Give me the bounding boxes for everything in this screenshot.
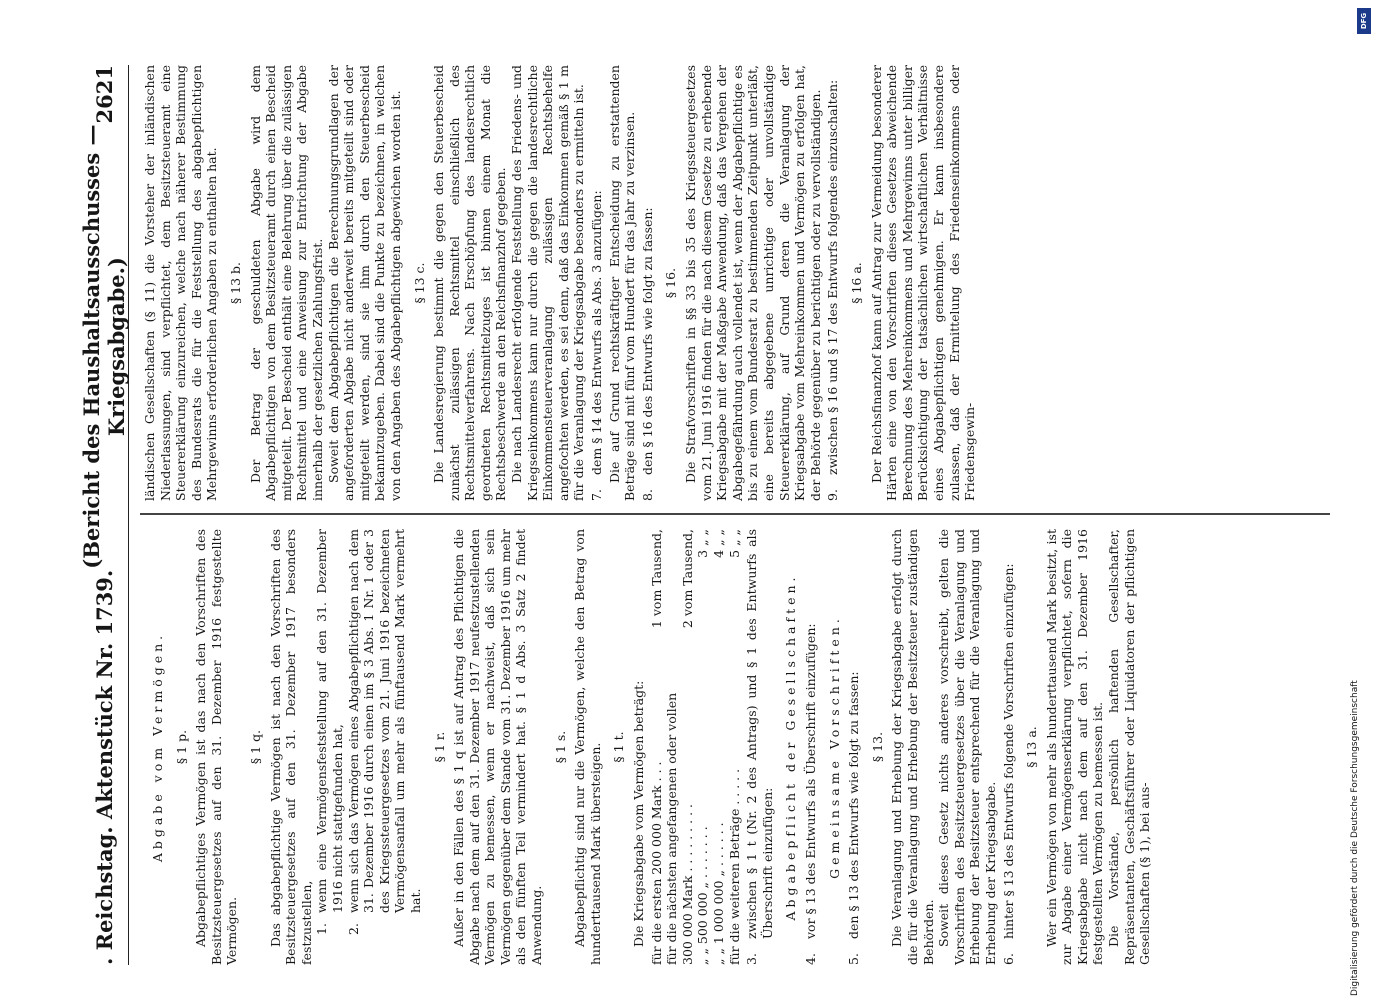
paragraph-text: Abgabepflichtiges Vermögen ist das nach den Vorschriften des Besitzsteuergesetzes auf den 31. Dezember 1916 festgestellte Vermögen. bbox=[193, 529, 240, 965]
list-number: 6. bbox=[1000, 953, 1016, 965]
rate-value: 3 „ „ bbox=[695, 529, 711, 558]
header-left: . Reichstag. Aktenstück Nr. 1739. bbox=[91, 569, 117, 965]
list-item bbox=[589, 65, 605, 501]
digitization-note-text: Digitalisierung gefördert durch die Deutsche Forschungsgemeinschaft bbox=[1350, 680, 1360, 996]
paragraph-text: ländischen Gesellschaften (§ 11) die Vorsteher der inländischen Niederlassungen, sind verpflichtet, dem Besitzsteueramt eine Steuererklärung einzureichen, welche nach näherer Bestimmung des Bundesrats die für die Feststellung des abgabepflichtigen Mehrgewinns erforderlichen Angaben zu enthalten hat. bbox=[142, 65, 220, 501]
list-text: wenn eine Vermögensfeststellung auf den 31. Dezember 1916 nicht stattgefunden hat, bbox=[314, 529, 345, 913]
rate-value: 2 vom Tausend, bbox=[679, 529, 695, 629]
paragraph-text: Die Vorstände, persönlich haftenden Gesellschafter, Repräsentanten, Geschäftsführer oder Liquidatoren der pflichtigen Gesellschaften (§ 1), bei aus- bbox=[1106, 529, 1153, 965]
list-number: 5. bbox=[846, 953, 862, 965]
paragraph-heading: § 13 c. bbox=[411, 262, 427, 304]
section-title-abgabe: Abgabe vom Vermögen. bbox=[150, 631, 165, 863]
paragraph-heading: § 1 t. bbox=[611, 731, 627, 763]
table-row bbox=[727, 529, 743, 965]
paragraph-text: Wer ein Vermögen von mehr als hunderttausend Mark besitzt, ist zur Abgabe einer Vermögenserklärung verpflichtet, sofern die Kriegsabgabe nicht nach dem auf den 31. Dezember 1916 festgestellten Vermögen zu bemessen ist. bbox=[1043, 529, 1106, 965]
rate-table bbox=[649, 529, 743, 965]
list-text: den § 16 des Entwurfs wie folgt zu fassen: bbox=[639, 207, 655, 475]
list-number: 1. bbox=[314, 923, 330, 935]
table-row bbox=[649, 529, 665, 965]
list-text: zwischen § 1 t (Nr. 2 des Antrags) und § 1 des Entwurfs als Überschrift einzufügen: bbox=[744, 529, 775, 939]
paragraph-text: Soweit dem Abgabepflichtigen die Berechnungsgrundlagen der angeforderten Abgabe nicht anderweit bereits mitgeteilt sind oder mitgeteilt werden, sind sie ihm durch den Steuerbescheid bekanntzugeben. Dabei sind die Punkte zu bezeichnen, in welchen von den Angaben des Abgabepflichtigen abgewichen worden ist. bbox=[325, 65, 403, 501]
paragraph-text: Die Kriegsabgabe vom Vermögen beträgt: bbox=[631, 680, 647, 947]
table-row bbox=[711, 529, 727, 965]
rate-value: 1 vom Tausend, bbox=[648, 529, 664, 629]
list-item bbox=[1001, 529, 1017, 965]
list-number: 2. bbox=[345, 923, 361, 935]
rate-amount: für die nächsten angefangenen oder vollen bbox=[664, 692, 680, 965]
paragraph-text: Außer in den Fällen des § 1 q ist auf Antrag des Pflichtigen die Abgabe nach dem auf den 31. Dezember 1917 neufestzustellenden Vermögen zu bemessen, wenn er nachweist, daß sich sein Vermögen gegenüber dem Stande vom 31. Dezember 1916 um mehr als den fünften Teil vermindert hat. § 1 d Abs. 3 Satz 2 findet Anwendung. bbox=[451, 529, 545, 965]
paragraph-text: Der Betrag der geschuldeten Abgabe wird dem Abgabepflichtigen von dem Besitzsteueramt durch einen Bescheid mitgeteilt. Der Bescheid enthält eine Belehrung über die zulässigen Rechtsmittel und eine Anweisung zur Entrichtung der Abgabe innerhalb der gesetzlichen Zahlungsfrist. bbox=[247, 65, 325, 501]
list-text: hinter § 13 des Entwurfs folgende Vorschriften einzufügen: bbox=[1000, 563, 1016, 939]
list-text: den § 13 des Entwurfs wie folgt zu fassen: bbox=[846, 671, 862, 939]
paragraph-text: Der Reichsfinanzhof kann auf Antrag zur Vermeidung besonderer Härten eine von den Vorschriften dieses Gesetzes abweichende Berechnung des Mehreinkommens und Mehrgewinns unter billiger Berücksichtigung der tatsächlichen wirtschaftlichen Verhältnisse eines Abgabepflichtigen genehmigen. Er kann insbesondere zulassen, daß der Ermittelung des Friedenseinkommens oder Friedensgewin- bbox=[868, 65, 978, 501]
dfg-logo-text: DFG bbox=[1360, 12, 1368, 30]
paragraph-heading: § 13. bbox=[869, 731, 885, 763]
paragraph-text: Die Landesregierung bestimmt die gegen den Steuerbescheid zunächst zulässigen Rechtsmittel einschließlich des Rechtsmittelverfahrens. Nach Erschöpfung des landesrechtlich geordneten Rechtsmittelzuges ist binnen einem Monat die Rechtsbeschwerde an den Reichsfinanzhof gegeben. bbox=[431, 65, 509, 501]
list-item bbox=[846, 529, 862, 965]
paragraph-heading: § 1 r. bbox=[431, 731, 447, 763]
left-column bbox=[142, 529, 1153, 965]
column-divider bbox=[140, 514, 1330, 516]
paragraph-text: Die nach Landesrecht erfolgende Feststellung des Friedens- und Kriegseinkommens kann nur durch die gegen die landesrechtliche Einkommensteuerveranlagung zulässigen Rechtsbehelfe angefochten werden, es sei denn, daß das Einkommen gemäß § 1 m für die Veranlagung der Kriegsabgabe besonders zu ermitteln ist. bbox=[509, 65, 587, 501]
rate-amount: für die weiteren Beträge . . . . . bbox=[726, 768, 742, 965]
list-number: 4. bbox=[802, 953, 818, 965]
paragraph-heading: § 13 a. bbox=[1024, 726, 1040, 768]
page-number: 2621 bbox=[91, 65, 117, 124]
list-item bbox=[744, 529, 775, 965]
header-title: (Bericht des Haushaltsausschusses — Kriegsabgabe.) bbox=[79, 124, 129, 569]
paragraph-text: Soweit dieses Gesetz nichts anderes vorschreibt, gelten die Vorschriften des Besitzsteuergesetzes über die Veranlagung und Erhebung der Besitzsteuer entsprechend für die Veranlagung und Erhebung der Kriegsabgabe. bbox=[936, 529, 998, 965]
list-text: vor § 13 des Entwurfs als Überschrift einzufügen: bbox=[802, 623, 818, 939]
list-text: zwischen § 16 und § 17 des Entwurfs folgendes einzuschalten: bbox=[825, 79, 841, 475]
paragraph-text: Abgabepflichtig sind nur die Vermögen, welche den Betrag von hunderttausend Mark übersteigen. bbox=[572, 529, 603, 965]
list-item bbox=[803, 529, 819, 965]
section-title-gemeinsame: Gemeinsame Vorschriften. bbox=[826, 615, 842, 879]
list-item bbox=[346, 529, 424, 965]
paragraph-heading: § 13 b. bbox=[227, 261, 243, 305]
rate-amount: 300 000 Mark . . . . . . . . . bbox=[679, 804, 695, 965]
paragraph-text: Die Strafvorschriften in §§ 33 bis 35 des Kriegssteuergesetzes vom 21. Juni 1916 finden für die nach diesem Gesetze zu erhebende Kriegsabgabe mit der Maßgabe Anwendung, daß das Vergehen der Abgabegefährdung auch vollendet ist, wenn der Abgabepflichtige es bis zu einem vom Bundesrat zu bestimmenden Zeitpunkt unterläßt, eine bereits abgegebene unrichtige oder unvollständige Steuererklärung, auf Grund deren die Veranlagung der Kriegsabgabe vom Mehreinkommen und Vermögen zu erfolgen hat, der Behörde gegenüber zu berichtigen oder zu vervollständigen. bbox=[683, 65, 823, 501]
paragraph-text: Die auf Grund rechtskräftiger Entscheidung zu erstattenden Beträge sind mit fünf vom Hundert für das Jahr zu verzinsen. bbox=[606, 65, 638, 501]
list-text: wenn sich das Vermögen eines Abgabepflichtigen nach dem 31. Dezember 1916 durch einen im § 3 Abs. 1 Nr. 1 oder 3 des Kriegssteuergesetzes vom 21. Juni 1916 bezeichneten Vermögensanfall um mehr als fünftausend Mark vermehrt hat. bbox=[345, 529, 423, 913]
list-number: 3. bbox=[744, 953, 760, 965]
paragraph-heading: § 16. bbox=[663, 267, 679, 299]
paragraph-heading: § 1 p. bbox=[173, 729, 189, 765]
list-item bbox=[314, 529, 345, 965]
table-row bbox=[664, 529, 680, 965]
list-item bbox=[640, 65, 656, 501]
rate-amount: „ „ 1 000 000 „ . . . . . . bbox=[711, 822, 726, 965]
rate-value: 5 „ „ bbox=[726, 529, 742, 558]
table-row bbox=[680, 529, 696, 965]
table-row bbox=[695, 529, 711, 965]
paragraph-heading: § 1 q. bbox=[247, 729, 263, 765]
document-page bbox=[80, 65, 1340, 965]
rate-amount: für die ersten 200 000 Mark . . . bbox=[648, 761, 664, 965]
list-number: 9. bbox=[825, 489, 841, 501]
digitization-note bbox=[1348, 6, 1378, 996]
section-title-gesellschaften: Abgabepflicht der Gesellschaften. bbox=[783, 573, 799, 921]
rate-value: 4 „ „ bbox=[711, 529, 726, 558]
paragraph-heading: § 16 a. bbox=[848, 262, 864, 304]
list-number: 8. bbox=[639, 489, 655, 501]
list-text: dem § 14 des Entwurfs als Abs. 3 anzufügen: bbox=[589, 190, 605, 475]
paragraph-text: Die Veranlagung und Erhebung der Kriegsabgabe erfolgt durch die für die Veranlagung und Erhebung der Besitzsteuer zuständigen Behörden. bbox=[889, 529, 936, 965]
page-header bbox=[80, 65, 129, 965]
list-item bbox=[825, 65, 841, 501]
list-number: 7. bbox=[589, 489, 605, 501]
dfg-logo-icon bbox=[1357, 8, 1371, 34]
rate-amount: „ „ 500 000 „ . . . . . . . bbox=[695, 826, 711, 965]
right-column bbox=[142, 65, 978, 501]
paragraph-text: Das abgabepflichtige Vermögen ist nach den Vorschriften des Besitzsteuergesetzes auf den 31. Dezember 1917 besonders festzustellen, bbox=[267, 529, 314, 965]
paragraph-heading: § 1 s. bbox=[552, 730, 568, 764]
